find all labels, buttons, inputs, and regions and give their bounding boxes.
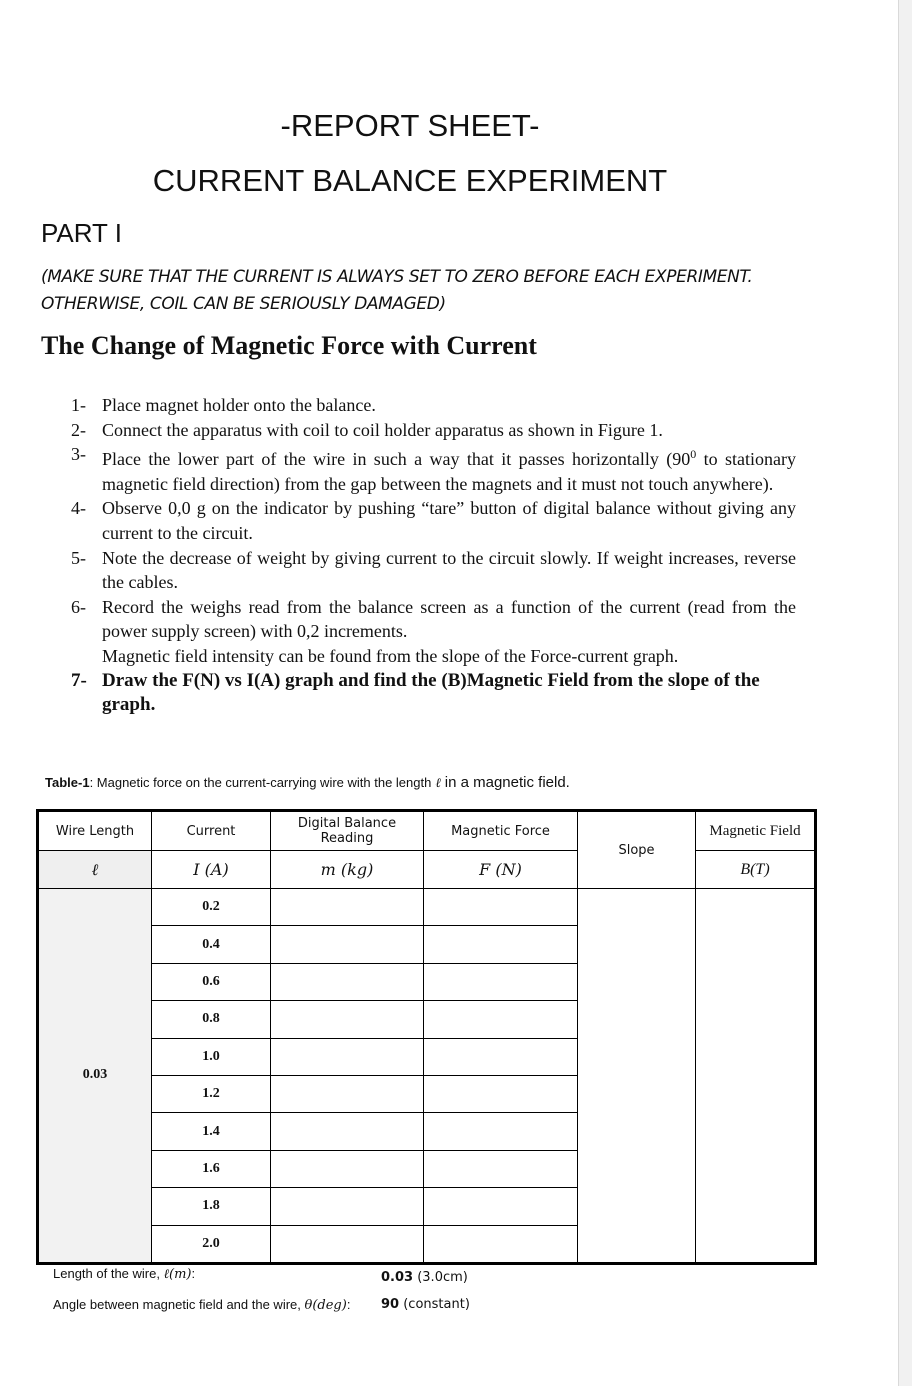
header-balance-line1: Digital Balance <box>297 816 397 831</box>
symbol-balance: m (kg) <box>271 851 424 889</box>
balance-cell[interactable] <box>271 1113 424 1150</box>
step-number: 6- <box>71 596 86 617</box>
table-caption-text: : Magnetic force on the current-carrying wire with the length <box>89 775 432 790</box>
symbol-wire-length: ℓ <box>38 851 152 889</box>
length-value-number: 0.03 <box>381 1270 414 1285</box>
symbol-current: I (A) <box>152 851 271 889</box>
current-value: 1.6 <box>152 1150 271 1187</box>
current-value: 2.0 <box>152 1225 271 1263</box>
report-title: -REPORT SHEET- <box>280 108 540 143</box>
warning-line-1: (MAKE SURE THAT THE CURRENT IS ALWAYS SET TO ZERO BEFORE EACH EXPERIMENT. <box>41 267 753 287</box>
step-number: 2- <box>71 419 86 440</box>
header-balance-line2: Reading <box>320 831 374 846</box>
balance-cell[interactable] <box>271 889 424 926</box>
force-cell[interactable] <box>424 926 578 963</box>
degree-superscript: 0 <box>690 447 697 462</box>
balance-cell[interactable] <box>271 1225 424 1263</box>
table-symbol-row <box>38 851 816 889</box>
current-value: 0.4 <box>152 926 271 963</box>
balance-cell[interactable] <box>271 1038 424 1075</box>
force-cell[interactable] <box>424 1150 578 1187</box>
step-text: Note the decrease of weight by giving current to the circuit slowly. If weight increases, reverse the cables. <box>102 547 796 593</box>
table-caption-suffix: in a magnetic field. <box>444 774 570 791</box>
current-value: 1.0 <box>152 1038 271 1075</box>
step-number: 7- <box>71 669 87 691</box>
length-symbol: ℓ(m) <box>163 1267 192 1282</box>
experiment-title: CURRENT BALANCE EXPERIMENT <box>152 163 668 198</box>
header-current: Current <box>152 811 271 851</box>
current-value: 0.2 <box>152 889 271 926</box>
field-cell[interactable] <box>696 889 816 1264</box>
caption-ell-symbol: ℓ <box>435 776 441 791</box>
angle-label-text: Angle between magnetic field and the wire, <box>53 1297 301 1312</box>
step-text: Connect the apparatus with coil to coil holder apparatus as shown in Figure 1. <box>102 419 663 440</box>
balance-cell[interactable] <box>271 1075 424 1112</box>
section-heading: The Change of Magnetic Force with Current <box>41 331 537 360</box>
length-value <box>381 1270 468 1285</box>
step-3 <box>66 442 796 496</box>
current-value: 0.8 <box>152 1001 271 1038</box>
angle-value <box>381 1297 470 1312</box>
step-text-after: to stationary magnetic field direction) from the gap between the magnets and it must not touch anywhere). <box>102 449 796 494</box>
step-number: 1- <box>71 395 86 415</box>
force-cell[interactable] <box>424 1225 578 1263</box>
data-table <box>36 809 817 1265</box>
step-4 <box>66 496 796 545</box>
balance-cell[interactable] <box>271 926 424 963</box>
balance-cell[interactable] <box>271 1150 424 1187</box>
symbol-field: B(T) <box>696 851 816 889</box>
slope-cell[interactable] <box>578 889 696 1264</box>
length-label-text: Length of the wire, <box>53 1266 160 1281</box>
step-number: 5- <box>71 547 86 568</box>
step-number: 3- <box>71 444 86 465</box>
angle-symbol: θ(deg) <box>304 1298 347 1313</box>
part-label: PART I <box>41 218 122 248</box>
current-value: 1.8 <box>152 1188 271 1225</box>
step-text: Draw the F(N) vs I(A) graph and find the (B)Magnetic Field from the slope of the graph. <box>102 669 760 716</box>
header-balance <box>271 811 424 851</box>
angle-value-number: 90 <box>381 1297 400 1312</box>
length-label: Length of the wire, ℓ(m): <box>53 1266 196 1282</box>
step-text: Place magnet holder onto the balance. <box>102 395 376 415</box>
table-caption-prefix: Table-1 <box>45 775 90 790</box>
step-6 <box>66 595 796 669</box>
procedure-steps <box>66 393 796 718</box>
force-cell[interactable] <box>424 889 578 926</box>
length-value-note: (3.0cm) <box>417 1270 468 1285</box>
header-slope: Slope <box>578 811 696 889</box>
symbol-force: F (N) <box>424 851 578 889</box>
force-cell[interactable] <box>424 1075 578 1112</box>
header-wire-length: Wire Length <box>38 811 152 851</box>
step-text <box>102 442 796 496</box>
angle-label: Angle between magnetic field and the wire, θ(deg): <box>53 1297 351 1313</box>
step-text: Record the weighs read from the balance screen as a function of the current (read from the power supply screen) with 0,2 increments. <box>102 596 796 642</box>
force-cell[interactable] <box>424 1001 578 1038</box>
force-cell[interactable] <box>424 963 578 1000</box>
angle-value-note: (constant) <box>403 1297 470 1312</box>
current-value: 1.4 <box>152 1113 271 1150</box>
force-cell[interactable] <box>424 1113 578 1150</box>
warning-line-2: OTHERWISE, COIL CAN BE SERIOUSLY DAMAGED) <box>41 294 446 314</box>
step-7 <box>66 669 796 718</box>
table-header-row <box>38 811 816 851</box>
step-5 <box>66 546 796 595</box>
balance-cell[interactable] <box>271 1001 424 1038</box>
balance-cell[interactable] <box>271 963 424 1000</box>
step-extra-text: Magnetic field intensity can be found from the slope of the Force-current graph. <box>102 645 679 666</box>
table-row <box>38 889 816 926</box>
force-cell[interactable] <box>424 1188 578 1225</box>
step-number: 4- <box>71 498 86 519</box>
header-field: Magnetic Field <box>696 811 816 851</box>
table-caption <box>45 774 570 791</box>
page-edge <box>898 0 912 1386</box>
step-2 <box>66 418 796 443</box>
current-value: 0.6 <box>152 963 271 1000</box>
step-text-before: Place the lower part of the wire in such a way that it passes horizontally (90 <box>102 449 691 470</box>
current-value: 1.2 <box>152 1075 271 1112</box>
wire-length-value: 0.03 <box>38 889 152 1264</box>
balance-cell[interactable] <box>271 1188 424 1225</box>
step-1 <box>66 393 796 418</box>
force-cell[interactable] <box>424 1038 578 1075</box>
header-force: Magnetic Force <box>424 811 578 851</box>
step-text: Observe 0,0 g on the indicator by pushing “tare” button of digital balance without giving any current to the circuit. <box>102 498 796 543</box>
